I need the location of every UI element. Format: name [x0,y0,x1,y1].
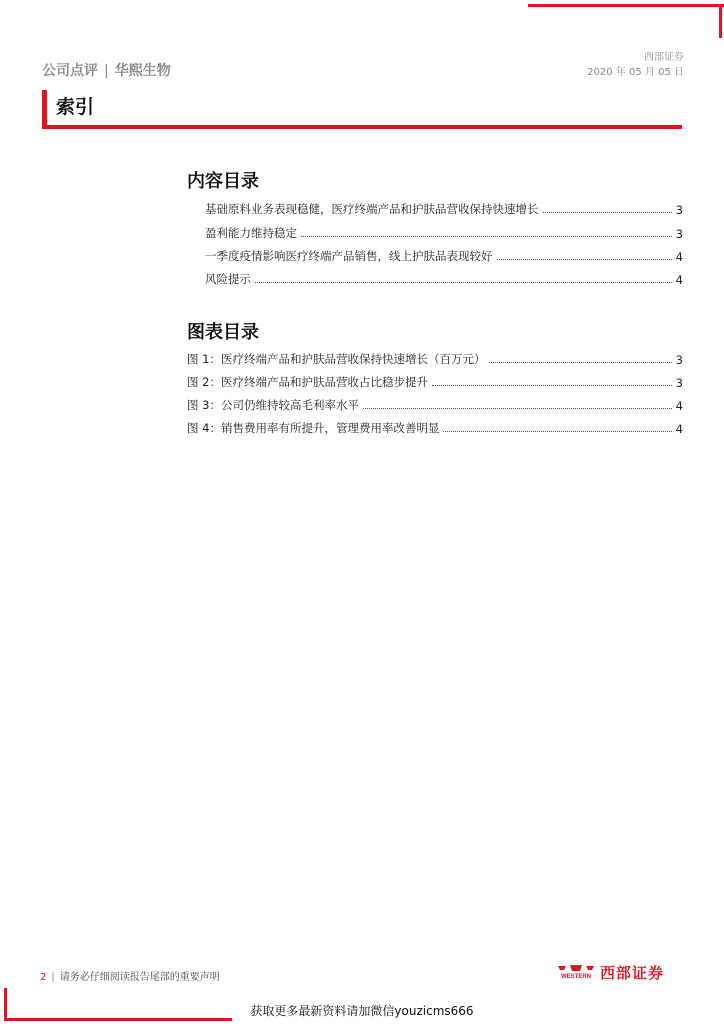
svg-text:WESTERN: WESTERN [561,973,591,980]
dot-leader [443,431,671,432]
figure-entry-text: 图 3：公司仍维持较高毛利率水平 [187,398,359,412]
figure-entry[interactable] [187,420,683,436]
figure-entry-text: 图 1：医疗终端产品和护肤品营收保持快速增长（百万元） [187,352,486,366]
corner-decoration-top-right [528,4,724,7]
figure-entry-text: 图 4：销售费用率有所提升，管理费用率改善明显 [187,421,440,435]
figure-entry-text: 图 2：医疗终端产品和护肤品营收占比稳步提升 [187,375,428,389]
figure-entry-page: 4 [675,399,683,413]
toc-entry-text: 风险提示 [205,272,251,286]
dot-leader [497,259,672,260]
toc-entry-text: 基础原料业务表现稳健，医疗终端产品和护肤品营收保持快速增长 [205,202,539,216]
page-footer [40,968,220,983]
report-date: 2020 年 05 月 05 日 [587,67,684,78]
logo-text: 西部证券 [600,964,665,982]
toc-entry[interactable] [205,248,683,264]
corner-decoration-top-right-vertical [719,4,722,38]
toc-entry[interactable] [205,201,683,217]
toc-entry-page: 4 [675,250,683,264]
company-logo [556,962,664,983]
toc-entry-text: 一季度疫情影响医疗终端产品销售，线上护肤品表现较好 [205,249,493,263]
dot-leader [489,362,671,363]
brand-name: 西部证券 [644,52,684,63]
index-divider [42,125,682,129]
dot-leader [255,282,672,283]
figure-entry[interactable] [187,397,683,413]
report-category: 公司点评 [42,63,98,79]
dot-leader [432,385,672,386]
disclaimer-note: 请务必仔细阅读报告尾部的重要声明 [59,972,220,983]
contents-title: 内容目录 [187,171,259,192]
report-header [42,60,171,80]
toc-entry[interactable] [205,225,683,241]
figure-entry[interactable] [187,374,683,390]
figure-entry[interactable] [187,351,683,367]
contact-note: 获取更多最新资料请加微信youzicms666 [250,1004,474,1018]
page-number: 2 [40,972,47,983]
figures-title: 图表目录 [187,322,259,343]
dot-leader [543,212,672,213]
header-separator: | [104,63,109,79]
figure-entry-page: 4 [675,422,683,436]
logo-mark-icon [556,964,596,982]
toc-entry-text: 盈利能力维持稳定 [205,226,297,240]
company-name: 华熙生物 [114,63,171,79]
dot-leader [301,236,672,237]
report-meta [587,50,684,80]
toc-entry-page: 4 [675,273,683,287]
figure-entry-page: 3 [675,353,683,367]
toc-entry-page: 3 [675,227,683,241]
toc-entry[interactable] [205,271,683,287]
toc-entry-page: 3 [675,203,683,217]
index-accent-bar [42,90,47,126]
index-title: 索引 [56,96,95,118]
footer-separator: | [51,972,55,983]
figure-entry-page: 3 [675,376,683,390]
dot-leader [363,408,672,409]
